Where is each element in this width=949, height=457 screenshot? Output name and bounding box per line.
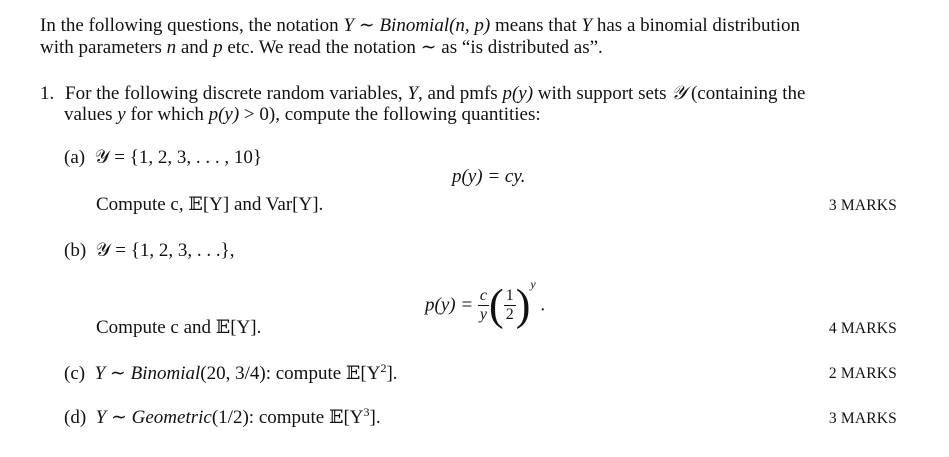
intro-text: has a binomial distribution	[592, 15, 801, 36]
part-text: (1/2): compute 𝔼[Y	[211, 407, 364, 428]
part-b-support	[64, 240, 235, 262]
left-paren: (	[489, 280, 504, 330]
part-c-marks: 2 MARKS	[828, 365, 897, 382]
part-label: (a)	[64, 147, 86, 168]
part-label: (b)	[64, 240, 87, 261]
intro-text: etc. We read the notation ∼ as “is distributed as”.	[222, 37, 603, 58]
part-label: (d)	[64, 407, 87, 428]
math-support-set: 𝒴	[671, 83, 687, 104]
question-text: , and pmfs	[418, 83, 503, 104]
part-text: Y ∼	[95, 407, 132, 428]
intro-text: with parameters	[40, 37, 167, 58]
dist-name: Geometric	[131, 407, 212, 428]
fraction-numerator: c	[479, 287, 488, 305]
pmf-lhs: p(y) =	[425, 294, 474, 316]
superscript: 2	[380, 361, 387, 375]
intro-text: and	[176, 37, 214, 58]
fraction-one-half	[504, 287, 516, 324]
intro-text: means that	[490, 15, 582, 36]
part-b-compute: Compute c and 𝔼[Y].	[96, 317, 262, 338]
intro-line-2	[40, 37, 603, 59]
question-number: 1.	[40, 83, 55, 104]
support-set: 𝒴 = {1, 2, 3, . . .},	[95, 240, 235, 261]
right-paren: )	[515, 280, 531, 330]
part-a-compute: Compute c, 𝔼[Y] and Var[Y].	[96, 194, 324, 215]
part-label: (c)	[64, 363, 86, 384]
question-1-line-1	[40, 83, 805, 105]
question-text: values	[64, 104, 118, 125]
question-text: For the following discrete random variables,	[65, 83, 408, 104]
math-n: n	[166, 37, 177, 58]
part-b-pmf	[425, 262, 546, 330]
part-text: ].	[369, 407, 381, 428]
part-b-marks: 4 MARKS	[828, 320, 897, 337]
part-d-line	[64, 407, 381, 429]
support-set: 𝒴 = {1, 2, 3, . . . , 10}	[94, 147, 262, 168]
math-y: y	[117, 104, 126, 125]
math-Y: Y	[581, 15, 593, 36]
math-Y: Y	[343, 15, 355, 36]
exponent: y	[530, 277, 536, 291]
intro-text: In the following questions, the notation	[40, 15, 344, 36]
intro-line-1	[40, 15, 800, 37]
part-d-marks: 3 MARKS	[828, 410, 897, 427]
part-a-pmf: p(y) = cy.	[452, 166, 526, 187]
part-text: ].	[386, 363, 398, 384]
math-p: p	[213, 37, 223, 58]
part-a-marks: 3 MARKS	[828, 197, 897, 214]
part-text: (20, 3/4): compute 𝔼[Y	[200, 363, 381, 384]
question-text: with support sets	[533, 83, 672, 104]
math-Y: Y	[407, 83, 419, 104]
question-text: > 0), compute the following quantities:	[239, 104, 541, 125]
period: .	[540, 294, 546, 316]
part-c-line	[64, 363, 398, 385]
sim-symbol: ∼	[354, 15, 380, 36]
question-text: for which	[125, 104, 209, 125]
dist-name: Binomial	[379, 15, 450, 36]
dist-params: (n, p)	[449, 15, 491, 36]
math-py: p(y)	[208, 104, 240, 125]
dist-name: Binomial	[130, 363, 201, 384]
fraction-c-over-y	[478, 287, 489, 324]
fraction-numerator: 1	[505, 287, 514, 305]
question-text: (containing the	[686, 83, 806, 104]
part-a-support	[64, 147, 262, 169]
math-py: p(y)	[502, 83, 534, 104]
superscript: 3	[363, 405, 370, 419]
fraction-denominator: y	[479, 306, 488, 324]
question-1-line-2	[64, 104, 541, 126]
part-text: Y ∼	[94, 363, 131, 384]
fraction-denominator: 2	[505, 306, 514, 324]
